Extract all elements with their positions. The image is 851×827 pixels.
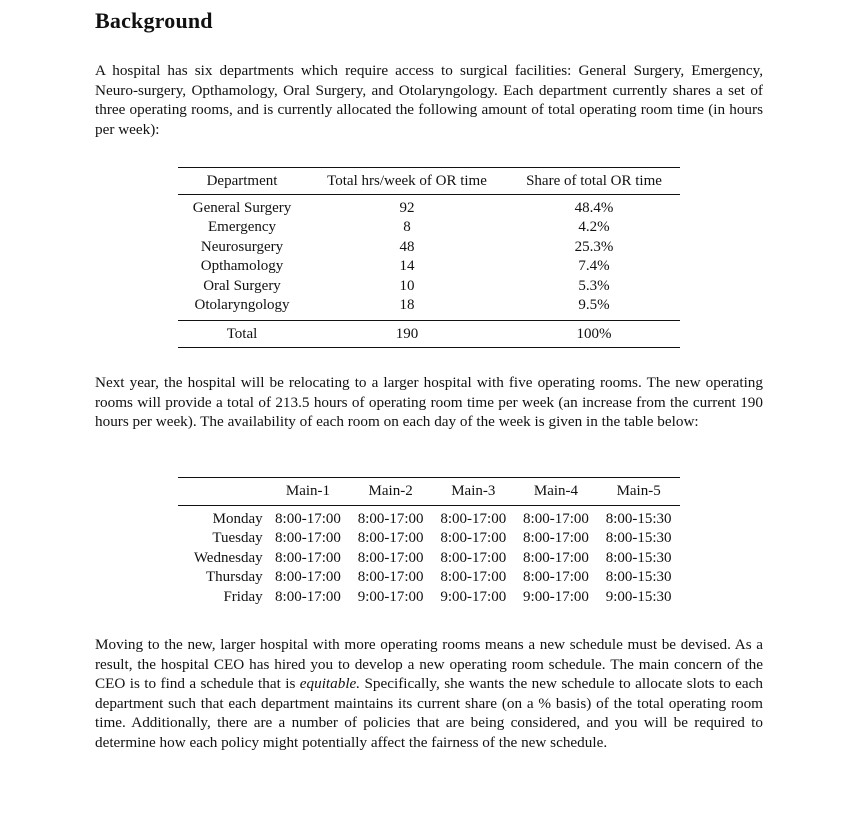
time-slot: 9:00-17:00 bbox=[440, 588, 507, 605]
table-row bbox=[178, 549, 680, 568]
table-row bbox=[178, 529, 680, 548]
total-share: 100% bbox=[576, 326, 612, 343]
share-value: 7.4% bbox=[578, 258, 610, 275]
department-name: General Surgery bbox=[192, 200, 292, 216]
header-room: Main-2 bbox=[368, 483, 413, 499]
intro-paragraph: A hospital has six departments which require access to surgical facilities: General Surgery, Emergency, Neuro-surgery, Opthamology, Oral Surgery, and Otolaryngology. Each department currently shares a set of three operating rooms, and is currently allocated the following amount of total operating room time (in hours per week): bbox=[95, 62, 763, 138]
time-slot: 8:00-15:30 bbox=[605, 530, 672, 547]
header-total-hours: Total hrs/week of OR time bbox=[327, 173, 487, 189]
table-row bbox=[178, 199, 680, 218]
header-room: Main-3 bbox=[451, 483, 496, 499]
time-slot: 8:00-15:30 bbox=[605, 549, 672, 566]
hours-value: 92 bbox=[399, 200, 415, 216]
time-slot: 8:00-17:00 bbox=[357, 530, 424, 547]
table-row bbox=[178, 568, 680, 587]
time-slot: 8:00-17:00 bbox=[275, 588, 341, 605]
hours-value: 8 bbox=[403, 219, 411, 236]
day-label: Friday bbox=[223, 588, 263, 605]
department-name: Otolaryngology bbox=[194, 296, 290, 313]
header-share: Share of total OR time bbox=[526, 173, 662, 189]
table-row bbox=[178, 277, 680, 296]
table-row bbox=[178, 257, 680, 276]
time-slot: 8:00-17:00 bbox=[275, 530, 341, 547]
hours-value: 18 bbox=[399, 296, 415, 313]
day-label: Monday bbox=[212, 511, 263, 527]
time-slot: 9:00-17:00 bbox=[357, 588, 424, 605]
hours-value: 14 bbox=[399, 258, 415, 275]
day-label: Wednesday bbox=[193, 549, 263, 566]
time-slot: 8:00-17:00 bbox=[275, 549, 341, 566]
time-slot: 8:00-17:00 bbox=[523, 549, 589, 566]
time-slot: 8:00-17:00 bbox=[275, 511, 341, 527]
time-slot: 8:00-17:00 bbox=[440, 511, 507, 527]
share-value: 4.2% bbox=[578, 219, 610, 236]
time-slot: 8:00-17:00 bbox=[523, 530, 589, 547]
time-slot: 8:00-17:00 bbox=[440, 549, 507, 566]
time-slot: 9:00-17:00 bbox=[523, 588, 589, 605]
share-value: 9.5% bbox=[578, 296, 610, 313]
table-row bbox=[178, 218, 680, 237]
header-room: Main-4 bbox=[533, 483, 579, 499]
room-availability-table bbox=[178, 477, 680, 607]
table-bottom-rule bbox=[178, 347, 680, 348]
header-room: Main-1 bbox=[285, 483, 331, 499]
time-slot: 8:00-15:30 bbox=[605, 511, 672, 527]
time-slot: 8:00-17:00 bbox=[523, 511, 589, 527]
time-slot: 8:00-17:00 bbox=[440, 530, 507, 547]
time-slot: 8:00-17:00 bbox=[275, 569, 341, 586]
department-name: Emergency bbox=[207, 219, 277, 236]
relocation-paragraph: Next year, the hospital will be relocating to a larger hospital with five operating rooms. The new operating rooms will provide a total of 213.5 hours of operating room time per week (an increase from the current 190 hours per week). The availability of each room on each day of the week is given in the table below: bbox=[95, 374, 763, 431]
table-header-row bbox=[178, 168, 680, 194]
table-row bbox=[178, 510, 680, 529]
time-slot: 8:00-17:00 bbox=[523, 569, 589, 586]
paragraph-text-start: Moving to the new, larger hospital with more operating rooms means a new schedule must be devised. As a result, the hospital CEO has hired you to develop a new operating room schedule. The main concern of the CEO is to find a schedule that is bbox=[95, 636, 763, 693]
hours-value: 10 bbox=[399, 277, 415, 294]
day-label: Thursday bbox=[205, 569, 263, 586]
department-or-time-table bbox=[178, 167, 680, 348]
time-slot: 8:00-17:00 bbox=[357, 511, 424, 527]
share-value: 5.3% bbox=[578, 277, 610, 294]
department-name: Oral Surgery bbox=[203, 277, 281, 294]
table-row bbox=[178, 296, 680, 315]
paragraph-text-end: Specifically, she wants the new schedule to allocate slots to each department such that each department maintains its current share (on a % basis) of the total operating room time. Additionally, there are a number of policies that are being considered, and you will be required to determine how each policy might potentially affect the fairness of the new schedule. bbox=[95, 675, 763, 751]
table-header-row bbox=[178, 478, 680, 505]
hours-value: 48 bbox=[399, 238, 415, 255]
department-name: Neurosurgery bbox=[200, 238, 284, 255]
share-value: 48.4% bbox=[574, 200, 614, 216]
table-row bbox=[178, 588, 680, 607]
emphasis-equitable: equitable. bbox=[299, 675, 361, 693]
department-name: Opthamology bbox=[200, 258, 284, 275]
header-department: Department bbox=[206, 173, 278, 189]
share-value: 25.3% bbox=[574, 238, 614, 255]
header-room: Main-5 bbox=[616, 483, 661, 499]
ceo-paragraph bbox=[95, 635, 763, 753]
total-label: Total bbox=[226, 326, 258, 343]
section-heading: Background bbox=[95, 8, 213, 33]
table-total-row bbox=[178, 321, 680, 347]
time-slot: 9:00-15:30 bbox=[605, 588, 672, 605]
day-label: Tuesday bbox=[212, 530, 263, 547]
time-slot: 8:00-15:30 bbox=[605, 569, 672, 586]
table-row bbox=[178, 238, 680, 257]
header-day bbox=[178, 478, 267, 505]
time-slot: 8:00-17:00 bbox=[357, 569, 424, 586]
total-hours: 190 bbox=[395, 326, 419, 343]
time-slot: 8:00-17:00 bbox=[357, 549, 424, 566]
time-slot: 8:00-17:00 bbox=[440, 569, 507, 586]
